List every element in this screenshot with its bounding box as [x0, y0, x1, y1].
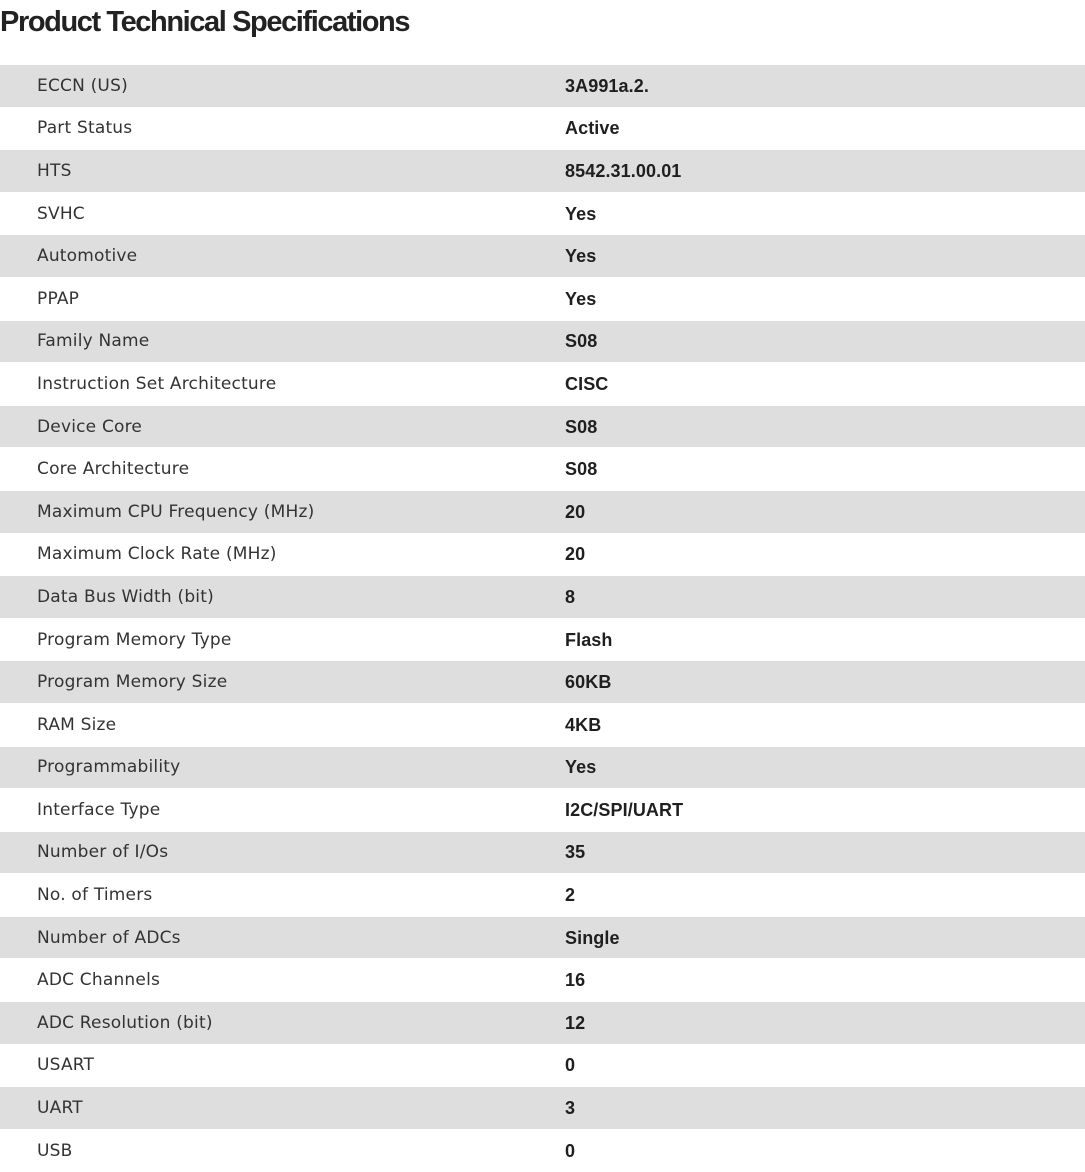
spec-name: Program Memory Size — [0, 661, 565, 704]
spec-value: 20 — [565, 490, 1085, 533]
spec-row — [0, 320, 1085, 363]
spec-row — [0, 959, 1085, 1002]
spec-row — [0, 1087, 1085, 1130]
spec-row — [0, 874, 1085, 917]
spec-row — [0, 831, 1085, 874]
spec-name: Maximum Clock Rate (MHz) — [37, 544, 277, 565]
spec-row — [0, 746, 1085, 789]
spec-value: Yes — [565, 203, 597, 224]
spec-name: HTS — [0, 150, 565, 193]
spec-value: Single — [565, 916, 1085, 959]
spec-value: 20 — [565, 544, 586, 565]
spec-name: UART — [0, 1087, 565, 1130]
spec-value: Flash — [565, 629, 613, 650]
spec-row — [0, 107, 1085, 150]
spec-row — [0, 490, 1085, 533]
spec-name: Program Memory Type — [37, 629, 232, 650]
spec-row — [0, 789, 1085, 832]
spec-name: ADC Resolution (bit) — [0, 1002, 565, 1045]
spec-row — [0, 277, 1085, 320]
spec-value: 3 — [565, 1087, 1085, 1130]
spec-name: SVHC — [37, 203, 85, 224]
spec-row — [0, 576, 1085, 619]
spec-value: 60KB — [565, 661, 1085, 704]
spec-name: USB — [37, 1140, 73, 1161]
spec-value: Yes — [565, 746, 1085, 789]
spec-row — [0, 703, 1085, 746]
spec-value: Yes — [565, 288, 597, 309]
spec-value: 2 — [565, 885, 576, 906]
spec-name: ECCN (US) — [0, 65, 565, 108]
spec-name: USART — [37, 1055, 95, 1076]
spec-value: 4KB — [565, 714, 602, 735]
spec-name: Instruction Set Architecture — [37, 373, 277, 394]
spec-name: ADC Channels — [37, 970, 161, 991]
spec-value: I2C/SPI/UART — [565, 799, 684, 820]
spec-row — [0, 1129, 1085, 1172]
spec-table — [0, 64, 1085, 1172]
spec-name: No. of Timers — [37, 885, 153, 906]
spec-name: Number of ADCs — [0, 916, 565, 959]
spec-row — [0, 916, 1085, 959]
spec-value: 8 — [565, 576, 1085, 619]
spec-value: Yes — [565, 235, 1085, 278]
spec-row — [0, 405, 1085, 448]
spec-value: 3A991a.2. — [565, 65, 1085, 108]
spec-value: S08 — [565, 459, 598, 480]
spec-row — [0, 192, 1085, 235]
spec-name: Automotive — [0, 235, 565, 278]
spec-value: Active — [565, 118, 620, 139]
spec-row — [0, 363, 1085, 406]
spec-row — [0, 1044, 1085, 1087]
spec-value: S08 — [565, 405, 1085, 448]
spec-name: Maximum CPU Frequency (MHz) — [0, 490, 565, 533]
spec-value: 0 — [565, 1055, 576, 1076]
spec-name: Data Bus Width (bit) — [0, 576, 565, 619]
spec-name: Device Core — [0, 405, 565, 448]
spec-row — [0, 448, 1085, 491]
page-title: Product Technical Specifications — [0, 6, 410, 38]
spec-row — [0, 1002, 1085, 1045]
spec-value: CISC — [565, 373, 609, 394]
spec-name: Interface Type — [37, 799, 161, 820]
spec-value: 12 — [565, 1002, 1085, 1045]
spec-name: Family Name — [0, 320, 565, 363]
spec-name: PPAP — [37, 288, 80, 309]
spec-row — [0, 533, 1085, 576]
spec-row — [0, 618, 1085, 661]
spec-row — [0, 65, 1085, 108]
spec-name: Number of I/Os — [0, 831, 565, 874]
spec-row — [0, 235, 1085, 278]
spec-table-body — [0, 65, 1085, 1172]
spec-name: Programmability — [0, 746, 565, 789]
spec-name: Part Status — [37, 118, 133, 139]
spec-value: S08 — [565, 320, 1085, 363]
spec-name: RAM Size — [37, 714, 117, 735]
spec-value: 8542.31.00.01 — [565, 150, 1085, 193]
spec-name: Core Architecture — [37, 459, 190, 480]
spec-value: 16 — [565, 970, 586, 991]
spec-value: 0 — [565, 1140, 576, 1161]
spec-row — [0, 661, 1085, 704]
spec-value: 35 — [565, 831, 1085, 874]
spec-row — [0, 150, 1085, 193]
